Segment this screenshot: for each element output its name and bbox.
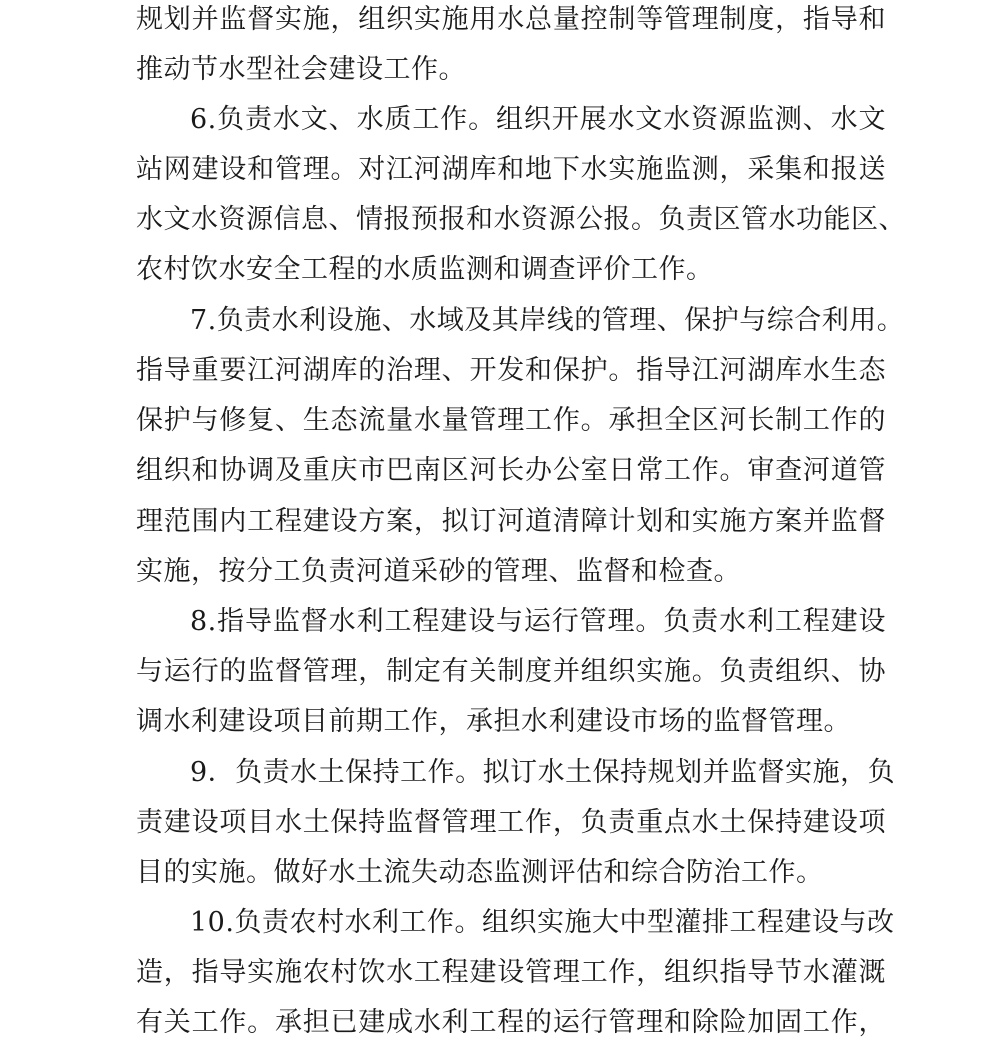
text-line: 组织和协调及重庆市巴南区河长办公室日常工作。审查河道管 xyxy=(136,455,886,486)
paragraph-7-heading: 7.负责水利设施、水域及其岸线的管理、保护与综合利用。 xyxy=(190,305,905,336)
text-line: 责建设项目水土保持监督管理工作，负责重点水土保持建设项 xyxy=(136,807,886,838)
text-line: 有关工作。承担已建成水利工程的运行管理和除险加固工作， xyxy=(136,1007,886,1038)
text-line: 实施，按分工负责河道采砂的管理、监督和检查。 xyxy=(136,556,741,587)
paragraph-10-heading: 10.负责农村水利工作。组织实施大中型灌排工程建设与改 xyxy=(190,907,895,938)
paragraph-9-heading: 9．负责水土保持工作。拟订水土保持规划并监督实施，负 xyxy=(190,757,896,788)
text-line: 与运行的监督管理，制定有关制度并组织实施。负责组织、协 xyxy=(136,656,886,687)
text-line: 推动节水型社会建设工作。 xyxy=(136,54,466,85)
text-line: 指导重要江河湖库的治理、开发和保护。指导江河湖库水生态 xyxy=(136,355,886,386)
text-line: 调水利建设项目前期工作，承担水利建设市场的监督管理。 xyxy=(136,706,851,737)
text-line: 目的实施。做好水土流失动态监测评估和综合防治工作。 xyxy=(136,857,824,888)
text-line: 造，指导实施农村饮水工程建设管理工作，组织指导节水灌溉 xyxy=(136,957,886,988)
text-line: 农村饮水安全工程的水质监测和调查评价工作。 xyxy=(136,254,714,285)
text-line: 规划并监督实施，组织实施用水总量控制等管理制度，指导和 xyxy=(136,4,886,35)
text-line: 保护与修复、生态流量水量管理工作。承担全区河长制工作的 xyxy=(136,405,886,436)
paragraph-6-heading: 6.负责水文、水质工作。组织开展水文水资源监测、水文 xyxy=(190,104,886,135)
paragraph-8-heading: 8.指导监督水利工程建设与运行管理。负责水利工程建设 xyxy=(190,606,886,637)
text-line: 站网建设和管理。对江河湖库和地下水实施监测，采集和报送 xyxy=(136,154,886,185)
text-line: 水文水资源信息、情报预报和水资源公报。负责区管水功能区、 xyxy=(136,204,906,235)
text-line: 理范围内工程建设方案，拟订河道清障计划和实施方案并监督 xyxy=(136,506,886,537)
